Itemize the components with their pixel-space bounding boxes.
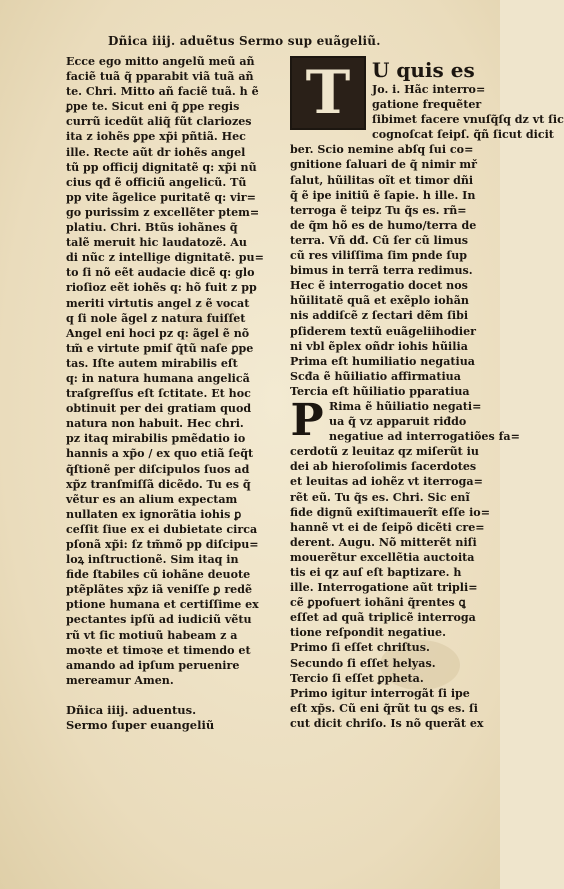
text-line: rẽt eũ. Tu q̃s es. Chri. Sic enĩ (290, 490, 470, 504)
text-line: to ſi nõ eẽt audacie dicẽ q: glo (66, 266, 255, 280)
text-line: tm̃ e virtute pmiſ q̃tũ naſe ꝑpe (66, 341, 254, 355)
text-line: natura non habuit. Hec chri. (66, 417, 244, 431)
text-line: mereamur Amen. (66, 673, 174, 687)
text-line: ſibimet facere vnuſq̃ſq dz vt ſic (372, 113, 564, 127)
text-line: rũ vt ſic motiuũ habeam z a (66, 628, 238, 642)
text-line: fide dignũ exiſtimauerĩt eſſe io= (290, 505, 490, 519)
text-line: hũilitatẽ quã et exẽplo iohãn (290, 294, 469, 308)
initial-letter: P (290, 394, 324, 446)
text-line: xp̃z tranſmiſſã dicẽdo. Tu es q̃ (66, 477, 251, 491)
text-line: meriti virtutis angel z ẽ vocat (66, 296, 250, 310)
text-line: Sermo ſuper euangeliũ (66, 718, 215, 733)
text-line: dei ab hieroſolimis ſacerdotes (290, 460, 477, 474)
text-line: Primo ſi eſſet chriſtus. (290, 641, 430, 655)
text-line: Scđa ẽ hũiliatio affirmatiua (290, 369, 461, 383)
text-line: obtinuit per dei gratiam quod (66, 402, 252, 416)
text-line: Jo. i. Hãc interro= (372, 83, 486, 96)
text-line: ber. Scio nemine abſq ſui co= (290, 143, 474, 157)
text-line: ꝑpe te. Sicut eni q̃ ꝑpe regis (66, 100, 240, 114)
text-line: ita z iohẽs ꝑpe xp̃i pñtiã. Hec (66, 130, 246, 144)
text-line: nis addiſcẽ z ſectari dẽm ſibi (290, 309, 469, 323)
text-line: q̃ſtionẽ per diſcipulos ſuos ad (66, 462, 250, 476)
text-line: eſt xp̃s. Cũ eni q̃rũt tu ꝗs es. ſi (290, 701, 478, 715)
text-line: tas. Iſte autem mirabilis eſt (66, 356, 238, 370)
text-line: fide ſtabiles cũ iohãne deuote (66, 568, 251, 582)
text-line: cut dicit chriſo. Is nõ querãt ex (290, 716, 484, 730)
text-line: faciẽ tuã q̃ pparabit viã tuã añ (66, 70, 254, 84)
right-column (290, 54, 564, 731)
text-line: Rima ẽ hũiliatio negati= (329, 399, 482, 413)
text-line: platiu. Chri. Btũs iohãnes q̃ (66, 221, 238, 235)
text-line: gatione frequẽter (372, 98, 482, 112)
text-line: nullaten ex ignorãtia iohis ꝑ (66, 507, 242, 521)
text-line: ptẽplãtes xp̃z iã veniſſe ꝑ redẽ (66, 583, 253, 597)
text-line: de q̃m hõ es de humo/terra de (290, 218, 477, 232)
text-line: gnitione ſaluari de q̃ nimir mř (290, 158, 477, 172)
text-line: ua q̃ vz apparuit riđdo (329, 415, 467, 429)
text-line: rioſioz eẽt iohẽs q: hõ fuit z pp (66, 281, 257, 295)
text-line: cius qđ ẽ officiũ angelicũ. Tũ (66, 175, 247, 189)
text-line: q ſi nole ãgel z natura fuiſſet (66, 311, 246, 325)
text-line: ptione humana et certiſſime ex (66, 598, 259, 612)
left-column (66, 54, 284, 733)
text-line: pſonã xp̃i: ſz tm̃mõ pp diſcipu= (66, 538, 259, 551)
text-line: derent. Augu. Nõ mitterẽt niſi (290, 535, 477, 549)
text-line: tione reſpondit negatiue. (290, 626, 446, 640)
text-line: terra. Vñ dđ. Cũ ſer cũ limus (290, 233, 469, 247)
text-line: traſgreſſus eſt ſctitate. Et hoc (66, 387, 251, 401)
text-line: negatiue ad interrogatiões fa= (329, 430, 520, 444)
opening-words: U quis es (372, 58, 475, 82)
text-line: terroga ẽ teipz Tu q̃s es. rñ= (290, 203, 467, 217)
text-line: Angel eni hoci pz q: ãgel ẽ nõ (66, 326, 250, 340)
text-line: cũ res viliſſima ſim pnde ſup (290, 249, 468, 263)
text-line: cerdotũ z leuitaz qz miſerũt iu (290, 445, 479, 459)
text-line: loꝝ inſtructionẽ. Sim itaq in (66, 553, 239, 567)
text-line: ille. Recte aũt dr iohẽs angel (66, 145, 246, 159)
text-line: eſſet ad quã triplicẽ interroga (290, 611, 476, 625)
text-line: pp vite ãgelice puritatẽ q: vir= (66, 190, 256, 204)
text-line: Prima eſt humiliatio negatiua (290, 354, 475, 368)
text-line: tũ pp officij dignitatẽ q: xp̃i nũ (66, 160, 257, 174)
text-line: Dñica iiij. aduentus. (66, 702, 197, 717)
text-line: et leuitas ad iohẽz vt iterroga= (290, 475, 483, 489)
text-line: ceſſit ſiue ex ei dubietate circa (66, 522, 258, 536)
running-header: Dñica iiij. aduẽtus Sermo sup euãgeliũ. (108, 34, 381, 48)
text-line: te. Chri. Mitto añ faciẽ tuã. h ẽ (66, 85, 259, 99)
text-line: Primo igitur interrogãt ſi ipe (290, 686, 470, 700)
text-line: ſalut, hũilitas oĩt et timor dñi (290, 173, 474, 187)
text-line: moꝛte et timoꝛe et timendo et (66, 643, 251, 657)
text-line: ille. Interrogatione aũt tripli= (290, 581, 478, 595)
text-line: pſiderem textũ euãgeliihodier (290, 324, 477, 338)
text-line: pectantes ipſũ ad iudiciũ vẽtu (66, 613, 252, 627)
text-line: q̃ ẽ ipe initiũ ẽ ſapie. h ille. In (290, 188, 476, 202)
text-line: q: in natura humana angelicã (66, 371, 250, 385)
decorated-initial-letter: T (290, 56, 366, 130)
text-line: Tercia eſt hũiliatio pparatiua (290, 384, 470, 398)
text-line: go purissim z excellẽter ptem= (66, 205, 260, 219)
text-line: ni vbl ẽplex oñdr iohis hũilia (290, 339, 468, 353)
text-line: mouerẽtur excellẽtia auctoita (290, 550, 475, 564)
text-line: vẽtur es an alium expectam (66, 492, 238, 506)
spacer (66, 688, 284, 703)
text-line: amando ad ipſum peruenire (66, 658, 240, 672)
text-line: bimus in terrã terra redimus. (290, 264, 473, 278)
text-line: Ecce ego mitto angelũ meũ añ (66, 55, 255, 68)
text-line: di nũc z intellige dignitatẽ. pu= (66, 251, 264, 265)
text-line: hannẽ vt ei de ſeipõ dicẽti cre= (290, 520, 485, 534)
text-line: hannis a xp̃o / ex quo etiã ſeq̃t (66, 447, 254, 461)
text-line: cognoſcat ſeipſ. q̃ñ ſicut dicit (372, 128, 554, 142)
text-line: pz itaq mirabilis pmẽdatio io (66, 432, 246, 446)
text-line: Hec ẽ interrogatio docet nos (290, 279, 468, 293)
text-line: cẽ ꝑpofuert iohãni q̃rentes ꝗ (290, 596, 466, 610)
text-line: Secundo ſi eſſet helyas. (290, 656, 436, 670)
text-line: currũ icedũt aliq̃ fũt clariozes (66, 115, 252, 129)
text-line: tis ei qz auſ eſt baptizare. h (290, 566, 462, 579)
text-line: Tercio ſi eſſet ꝑpheta. (290, 671, 424, 685)
text-line: talẽ meruit hic laudatozẽ. Au (66, 236, 247, 250)
